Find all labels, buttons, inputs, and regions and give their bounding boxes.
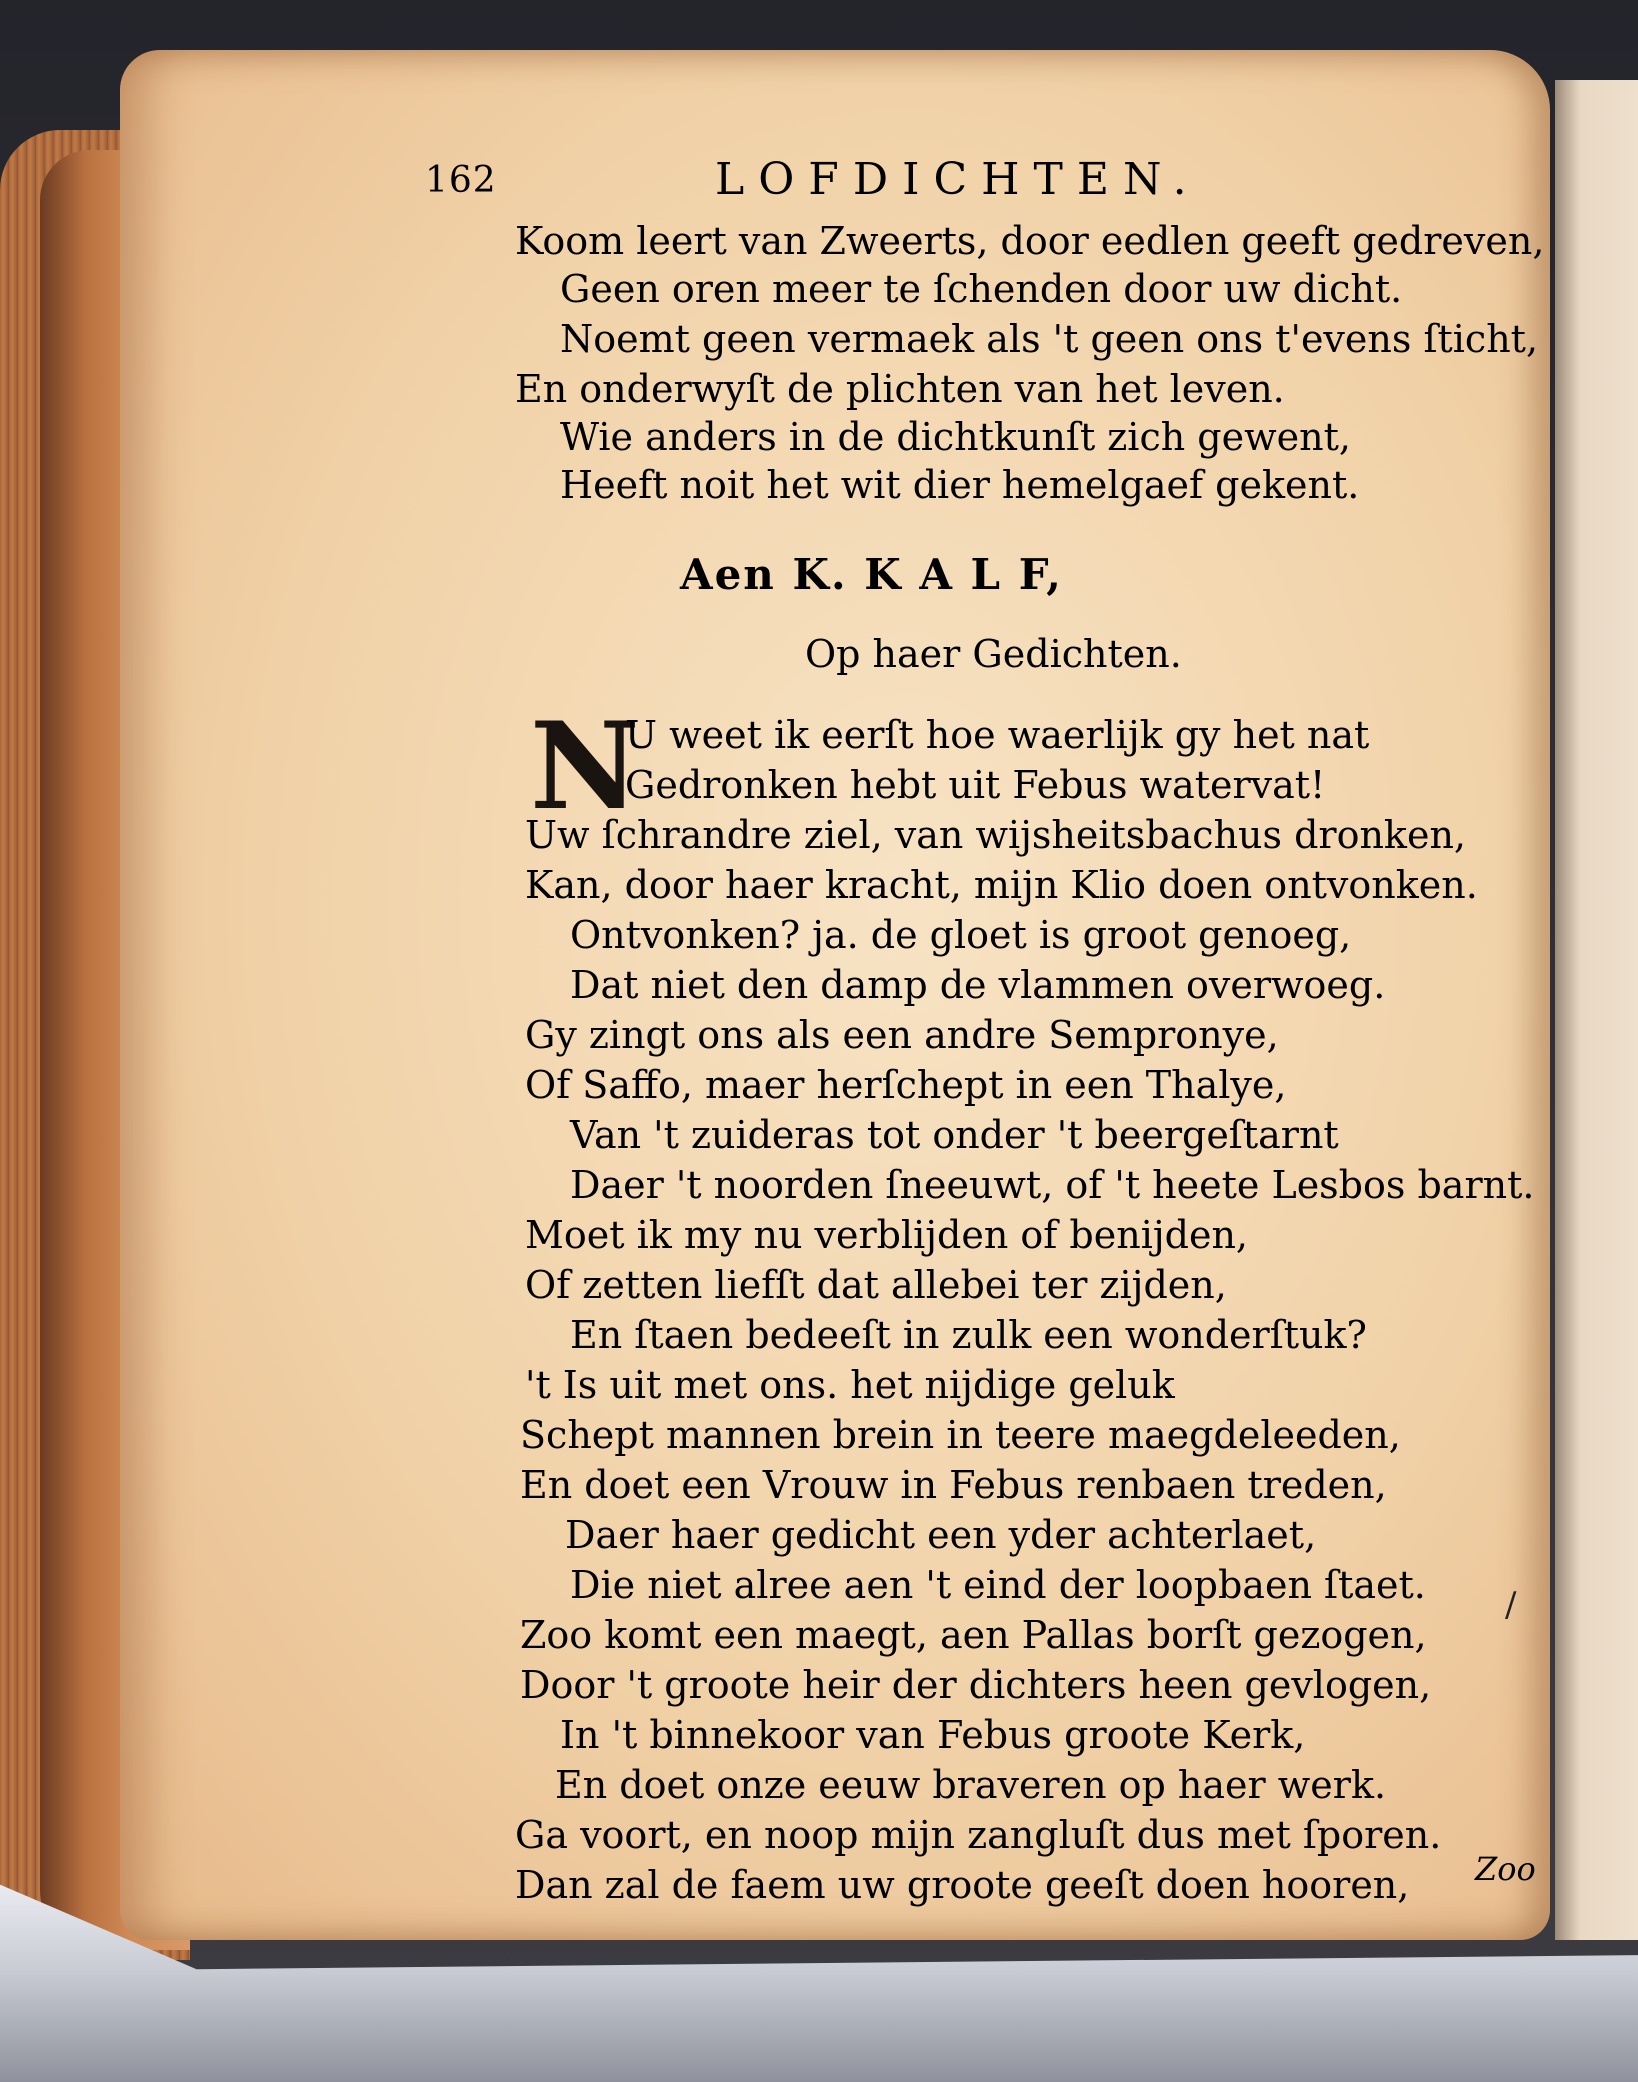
- verse-line: Dan zal de faem uw groote geeſt doen hooren,: [515, 1863, 1410, 1907]
- verse-line: Koom leert van Zweerts, door eedlen geeft gedreven,: [515, 219, 1545, 263]
- verse-line: Daer haer gedicht een yder achterlaet,: [565, 1513, 1317, 1557]
- verse-line: Uw ſchrandre ziel, van wijsheitsbachus dronken,: [525, 813, 1467, 857]
- page-header: [425, 154, 1475, 220]
- verse-line: Dat niet den damp de vlammen overwoeg.: [570, 963, 1386, 1007]
- verse-line: Moet ik my nu verblijden of benijden,: [525, 1213, 1249, 1257]
- verse-line: Van 't zuideras tot onder 't beergeſtarnt: [570, 1113, 1339, 1157]
- catchword: Zoo: [1475, 1850, 1536, 1888]
- margin-mark: /: [1505, 1585, 1517, 1625]
- verse-line: Die niet alree aen 't eind der loopbaen ſtaet.: [570, 1563, 1426, 1607]
- verse-line: En doet een Vrouw in Febus renbaen treden,: [520, 1463, 1387, 1507]
- verse-line: 't Is uit met ons. het nijdige geluk: [525, 1363, 1175, 1407]
- verse-line: En ſtaen bedeeſt in zulk een wonderſtuk?: [570, 1313, 1367, 1357]
- verse-line: Wie anders in de dichtkunſt zich gewent,: [560, 415, 1351, 459]
- verse-line: Schept mannen brein in teere maegdeleeden,: [520, 1413, 1401, 1457]
- page-number: 162: [425, 160, 497, 201]
- verse-line: Gedronken hebt uit Febus watervat!: [625, 763, 1326, 807]
- verse-line: Kan, door haer kracht, mijn Klio doen ontvonken.: [525, 863, 1478, 907]
- verse-line: Geen oren meer te ſchenden door uw dicht.: [560, 267, 1403, 311]
- verse-line: Zoo komt een maegt, aen Pallas borſt gezogen,: [520, 1613, 1427, 1657]
- verse-line: Of Saffo, maer herſchept in een Thalye,: [525, 1063, 1287, 1107]
- verse-line: En onderwyſt de plichten van het leven.: [515, 367, 1285, 411]
- verse-line: Gy zingt ons als een andre Sempronye,: [525, 1013, 1279, 1057]
- verse-line: U weet ik eerſt hoe waerlijk gy het nat: [625, 713, 1370, 757]
- verse-line: Heeft noit het wit dier hemelgaef gekent.: [560, 463, 1360, 507]
- running-title: LOFDICHTEN.: [715, 154, 1201, 205]
- verse-line: Daer 't noorden ſneeuwt, of 't heete Lesbos barnt.: [570, 1163, 1535, 1207]
- verse-line: Ontvonken? ja. de gloet is groot genoeg,: [570, 913, 1352, 957]
- verse-line: In 't binnekoor van Febus groote Kerk,: [560, 1713, 1306, 1757]
- drop-cap: N: [530, 696, 640, 837]
- verse-line: Ga voort, en noop mijn zangluſt dus met ſporen.: [515, 1813, 1442, 1857]
- poem-title: Aen K. K A L F,: [680, 550, 1063, 599]
- facing-page-edge: [1555, 80, 1638, 1940]
- verse-line: Of zetten liefſt dat allebei ter zijden,: [525, 1263, 1227, 1307]
- verse-line: Door 't groote heir der dichters heen gevlogen,: [520, 1663, 1432, 1707]
- verse-line: Noemt geen vermaek als 't geen ons t'evens ſticht,: [560, 317, 1539, 361]
- verse-line: En doet onze eeuw braveren op haer werk.: [555, 1763, 1387, 1807]
- poem-subtitle: Op haer Gedichten.: [805, 632, 1182, 676]
